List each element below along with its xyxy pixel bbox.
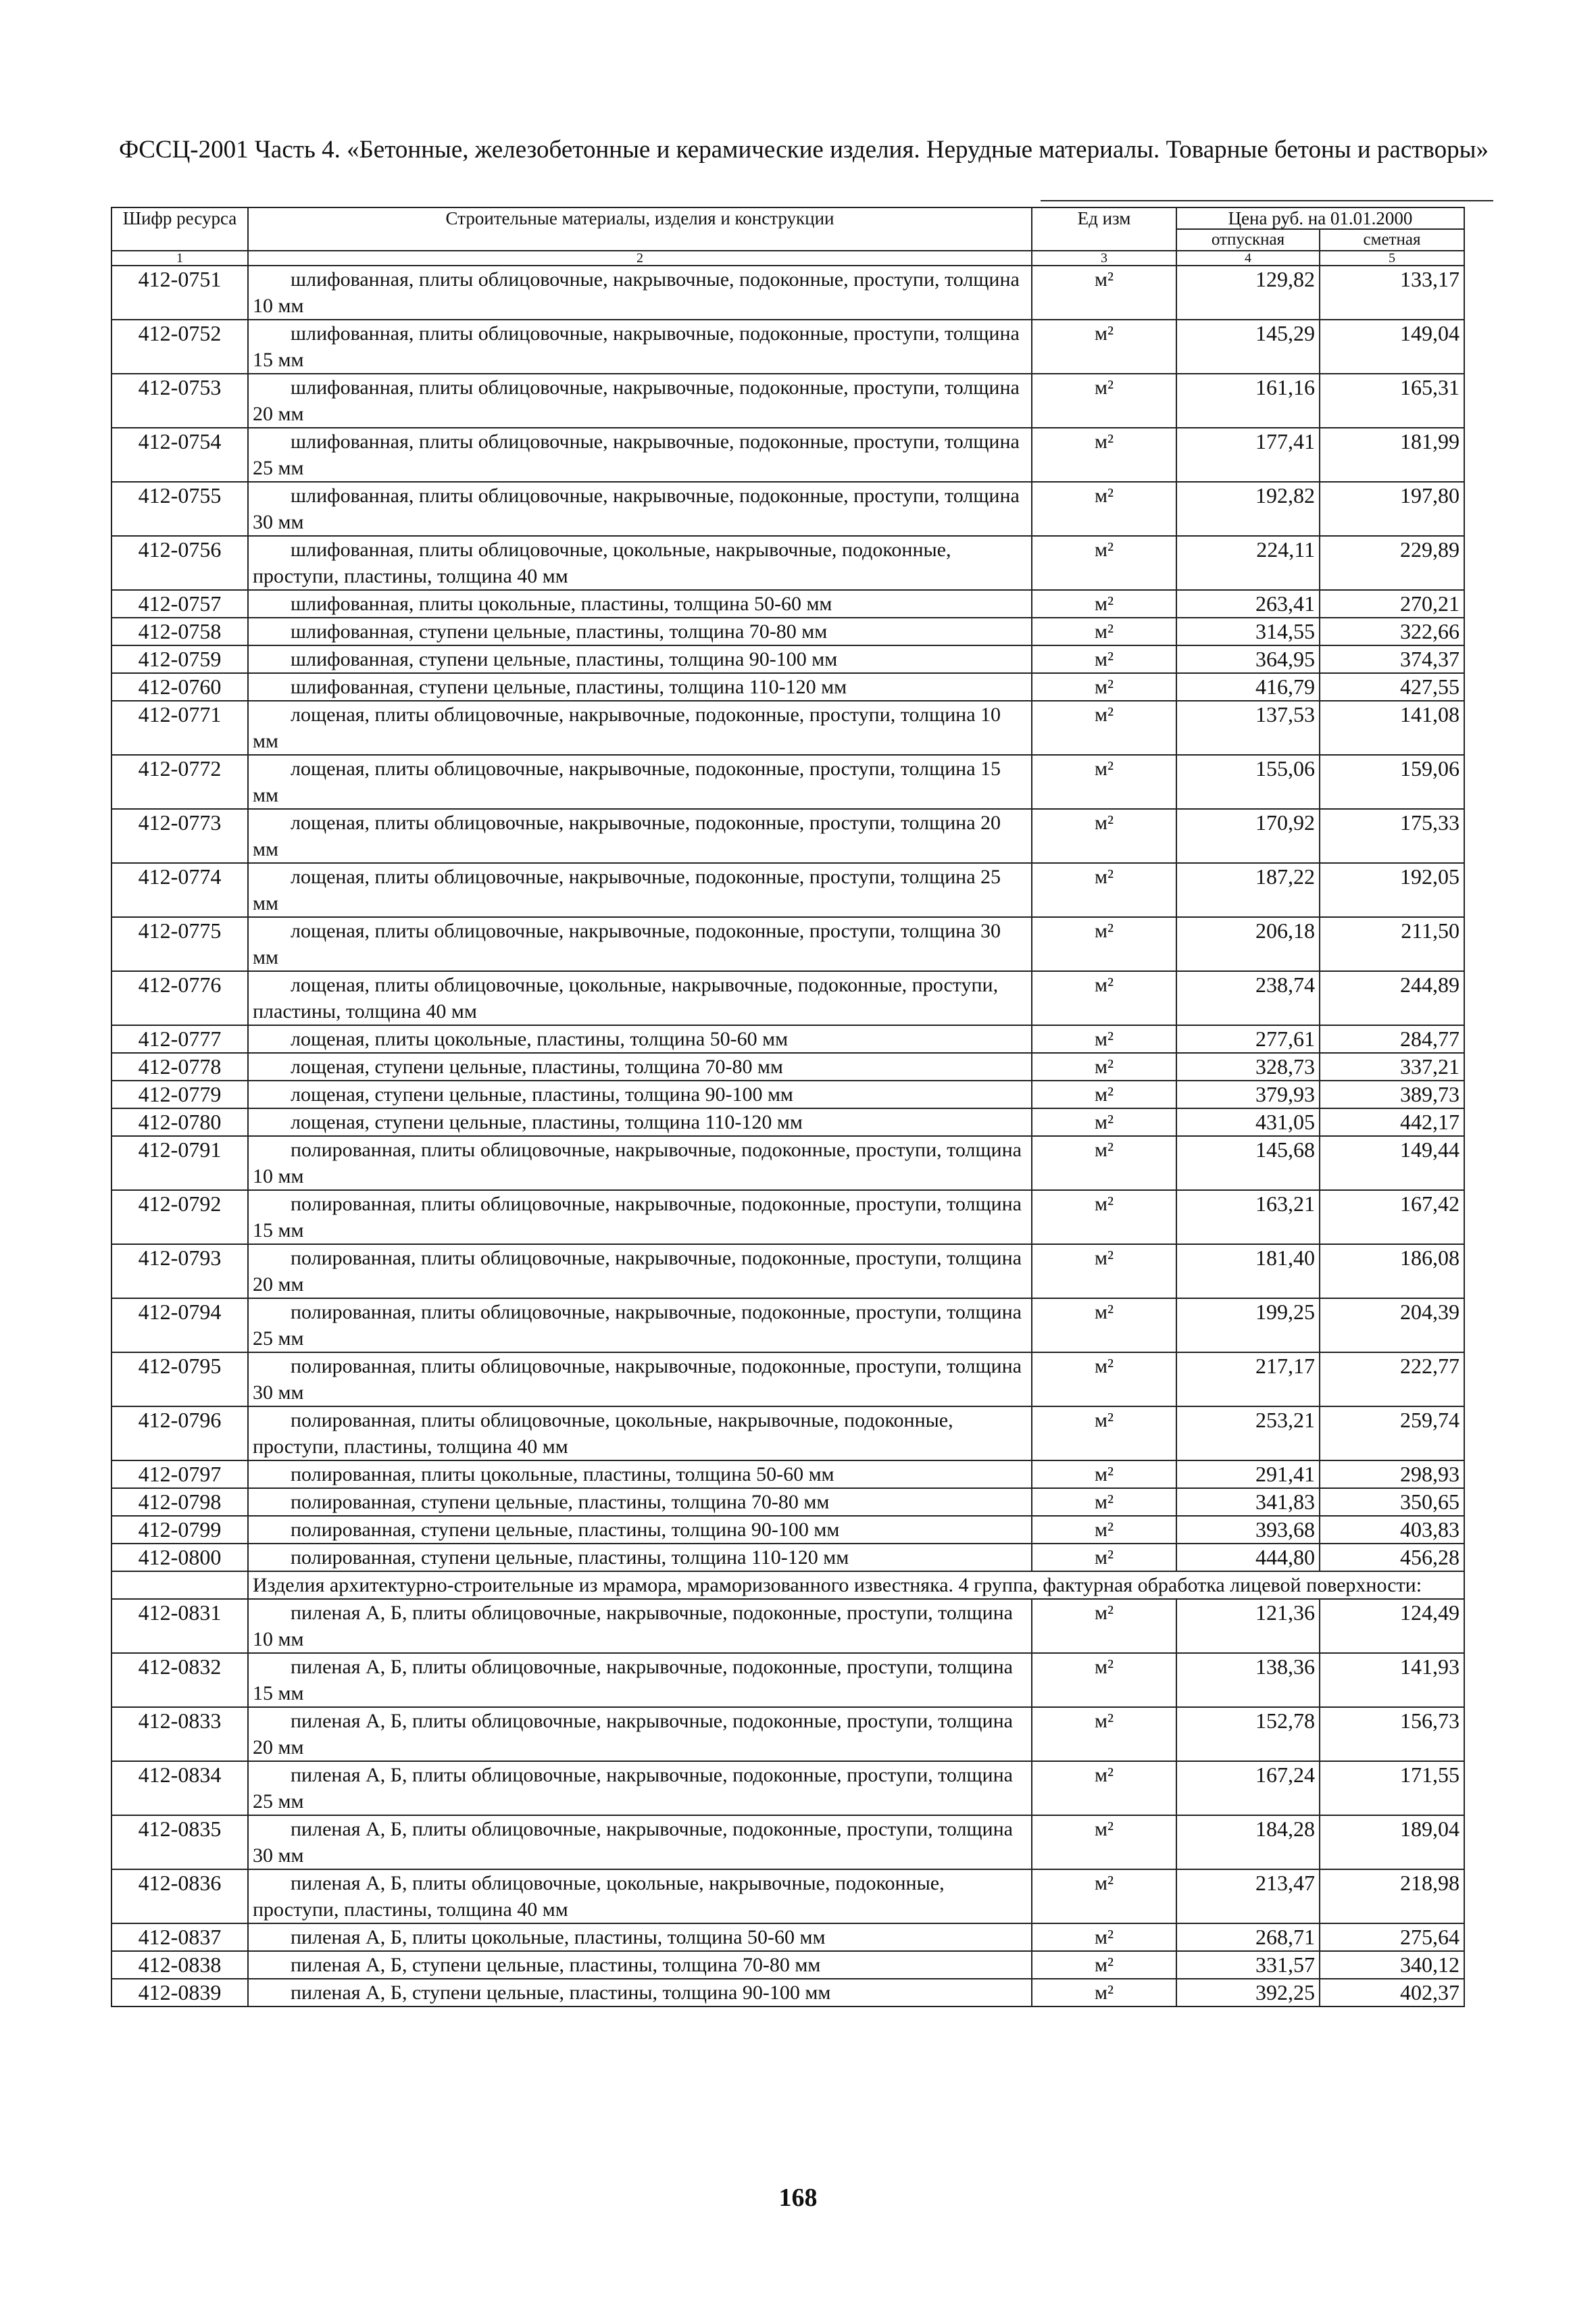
material-description [248,374,1032,428]
table-row [111,1406,1464,1460]
unit-of-measure: м² [1032,917,1176,971]
material-description-text: лощеная, плиты облицовочные, цокольные, накрывочные, подоконные, проступи, пластины, толщина 40 мм [253,974,999,1023]
price-estimate: 322,66 [1320,618,1464,645]
material-description-text: шлифованная, плиты цокольные, пластины, толщина 50-60 мм [291,593,832,615]
material-description [248,1108,1032,1136]
unit-of-measure: м² [1032,1025,1176,1053]
price-release: 170,92 [1176,809,1320,863]
material-description [248,428,1032,482]
unit-of-measure: м² [1032,1815,1176,1869]
col-number: 3 [1032,251,1176,266]
resource-code: 412-0778 [111,1053,248,1081]
table-row [111,1979,1464,2007]
price-release: 431,05 [1176,1108,1320,1136]
material-description [248,1244,1032,1298]
price-estimate: 275,64 [1320,1923,1464,1951]
col-number: 5 [1320,251,1464,266]
unit-of-measure: м² [1032,1516,1176,1544]
price-estimate: 189,04 [1320,1815,1464,1869]
resource-code: 412-0833 [111,1707,248,1761]
col-header-unit: Ед изм [1032,207,1176,251]
material-description [248,1053,1032,1081]
price-estimate: 229,89 [1320,536,1464,590]
material-description-text: пиленая А, Б, ступени цельные, пластины, толщина 90-100 мм [291,1981,831,2004]
price-estimate: 298,93 [1320,1460,1464,1488]
material-description [248,1599,1032,1653]
table-row [111,1244,1464,1298]
table-row [111,971,1464,1025]
material-description-text: шлифованная, плиты облицовочные, накрывочные, подоконные, проступи, толщина 20 мм [253,376,1020,425]
price-estimate: 192,05 [1320,863,1464,917]
price-estimate: 337,21 [1320,1053,1464,1081]
table-row [111,1869,1464,1923]
material-description-text: полированная, ступени цельные, пластины, толщина 70-80 мм [291,1491,830,1513]
unit-of-measure: м² [1032,1460,1176,1488]
unit-of-measure: м² [1032,1951,1176,1979]
material-description-text: пиленая А, Б, плиты облицовочные, накрывочные, подоконные, проступи, толщина 20 мм [253,1710,1013,1758]
price-release: 199,25 [1176,1298,1320,1352]
section-heading: Изделия архитектурно-строительные из мрамора, мраморизованного известняка. 4 группа, фактурная обработка лицевой поверхности: [248,1571,1464,1599]
price-release: 152,78 [1176,1707,1320,1761]
material-description [248,701,1032,755]
material-description-text: шлифованная, ступени цельные, пластины, толщина 110-120 мм [291,676,847,698]
resource-code: 412-0771 [111,701,248,755]
price-estimate: 149,04 [1320,320,1464,374]
price-release: 444,80 [1176,1544,1320,1571]
price-table [111,207,1465,2007]
material-description-text: шлифованная, плиты облицовочные, накрывочные, подоконные, проступи, толщина 10 мм [253,268,1020,317]
material-description-text: шлифованная, плиты облицовочные, цокольные, накрывочные, подоконные, проступи, пластины, толщина 40 мм [253,539,951,587]
resource-code: 412-0798 [111,1488,248,1516]
unit-of-measure: м² [1032,971,1176,1025]
page-number: 168 [778,2184,818,2212]
unit-of-measure: м² [1032,701,1176,755]
unit-of-measure: м² [1032,1244,1176,1298]
material-description-text: лощеная, плиты облицовочные, накрывочные, подоконные, проступи, толщина 15 мм [253,758,1001,806]
price-estimate: 181,99 [1320,428,1464,482]
material-description-text: лощеная, плиты облицовочные, накрывочные, подоконные, проступи, толщина 30 мм [253,920,1001,968]
material-description [248,1352,1032,1406]
price-release: 253,21 [1176,1406,1320,1460]
unit-of-measure: м² [1032,863,1176,917]
material-description [248,1488,1032,1516]
resource-code: 412-0831 [111,1599,248,1653]
price-release: 206,18 [1176,917,1320,971]
price-estimate: 427,55 [1320,673,1464,701]
price-release: 138,36 [1176,1653,1320,1707]
resource-code: 412-0836 [111,1869,248,1923]
price-release: 392,25 [1176,1979,1320,2007]
unit-of-measure: м² [1032,1190,1176,1244]
resource-code: 412-0796 [111,1406,248,1460]
price-estimate: 167,42 [1320,1190,1464,1244]
resource-code: 412-0775 [111,917,248,971]
material-description [248,266,1032,320]
resource-code: 412-0793 [111,1244,248,1298]
unit-of-measure: м² [1032,428,1176,482]
material-description [248,1653,1032,1707]
material-description [248,1707,1032,1761]
table-row [111,1460,1464,1488]
price-release: 121,36 [1176,1599,1320,1653]
material-description [248,971,1032,1025]
material-description [248,1923,1032,1951]
resource-code: 412-0757 [111,590,248,618]
resource-code: 412-0834 [111,1761,248,1815]
material-description [248,673,1032,701]
price-estimate: 149,44 [1320,1136,1464,1190]
price-release: 291,41 [1176,1460,1320,1488]
price-release: 416,79 [1176,673,1320,701]
resource-code: 412-0780 [111,1108,248,1136]
material-description-text: пиленая А, Б, плиты облицовочные, накрывочные, подоконные, проступи, толщина 10 мм [253,1602,1013,1650]
table-row [111,618,1464,645]
unit-of-measure: м² [1032,1298,1176,1352]
table-row [111,1298,1464,1352]
price-estimate: 389,73 [1320,1081,1464,1108]
resource-code: 412-0760 [111,673,248,701]
material-description-text: пиленая А, Б, плиты облицовочные, накрывочные, подоконные, проступи, толщина 15 мм [253,1656,1013,1704]
material-description-text: пиленая А, Б, плиты облицовочные, накрывочные, подоконные, проступи, толщина 25 мм [253,1764,1013,1813]
material-description-text: шлифованная, плиты облицовочные, накрывочные, подоконные, проступи, толщина 30 мм [253,485,1020,533]
price-estimate: 124,49 [1320,1599,1464,1653]
material-description [248,1460,1032,1488]
unit-of-measure: м² [1032,590,1176,618]
table-row [111,266,1464,320]
price-release: 177,41 [1176,428,1320,482]
price-estimate: 133,17 [1320,266,1464,320]
unit-of-measure: м² [1032,1081,1176,1108]
table-row [111,320,1464,374]
material-description [248,1951,1032,1979]
price-release: 145,29 [1176,320,1320,374]
unit-of-measure: м² [1032,1653,1176,1707]
price-estimate: 259,74 [1320,1406,1464,1460]
section-heading-row [111,1571,1464,1599]
resource-code: 412-0759 [111,645,248,673]
col-number: 4 [1176,251,1320,266]
price-release: 364,95 [1176,645,1320,673]
price-release: 224,11 [1176,536,1320,590]
price-release: 184,28 [1176,1815,1320,1869]
price-estimate: 171,55 [1320,1761,1464,1815]
resource-code: 412-0794 [111,1298,248,1352]
table-row [111,1951,1464,1979]
material-description-text: лощеная, ступени цельные, пластины, толщина 110-120 мм [291,1111,803,1133]
material-description-text: пиленая А, Б, плиты облицовочные, цокольные, накрывочные, подоконные, проступи, пластины, толщина 40 мм [253,1872,945,1921]
table-body [111,266,1464,2007]
table-row [111,1081,1464,1108]
material-description-text: лощеная, ступени цельные, пластины, толщина 90-100 мм [291,1083,793,1106]
resource-code: 412-0777 [111,1025,248,1053]
unit-of-measure: м² [1032,809,1176,863]
price-estimate: 402,37 [1320,1979,1464,2007]
price-estimate: 442,17 [1320,1108,1464,1136]
table-row [111,1516,1464,1544]
table-row [111,645,1464,673]
resource-code: 412-0755 [111,482,248,536]
material-description [248,645,1032,673]
price-estimate: 222,77 [1320,1352,1464,1406]
material-description [248,1081,1032,1108]
unit-of-measure: м² [1032,1136,1176,1190]
table-row [111,917,1464,971]
resource-code: 412-0773 [111,809,248,863]
col-number: 2 [248,251,1032,266]
material-description [248,1190,1032,1244]
material-description [248,1815,1032,1869]
unit-of-measure: м² [1032,645,1176,673]
table-row [111,374,1464,428]
resource-code: 412-0752 [111,320,248,374]
resource-code: 412-0799 [111,1516,248,1544]
price-estimate: 456,28 [1320,1544,1464,1571]
price-estimate: 156,73 [1320,1707,1464,1761]
price-release: 167,24 [1176,1761,1320,1815]
price-estimate: 340,12 [1320,1951,1464,1979]
col-header-price-release: отпускная [1176,229,1320,251]
price-estimate: 211,50 [1320,917,1464,971]
material-description [248,755,1032,809]
material-description [248,917,1032,971]
price-release: 341,83 [1176,1488,1320,1516]
price-release: 192,82 [1176,482,1320,536]
price-estimate: 186,08 [1320,1244,1464,1298]
col-header-price-group: Цена руб. на 01.01.2000 [1176,207,1464,229]
price-release: 213,47 [1176,1869,1320,1923]
price-release: 331,57 [1176,1951,1320,1979]
price-release: 217,17 [1176,1352,1320,1406]
resource-code: 412-0756 [111,536,248,590]
table-row [111,1488,1464,1516]
resource-code: 412-0772 [111,755,248,809]
material-description [248,590,1032,618]
resource-code: 412-0758 [111,618,248,645]
unit-of-measure: м² [1032,482,1176,536]
material-description [248,1544,1032,1571]
unit-of-measure: м² [1032,1406,1176,1460]
unit-of-measure: м² [1032,320,1176,374]
resource-code: 412-0774 [111,863,248,917]
table-row [111,1599,1464,1653]
material-description-text: пиленая А, Б, ступени цельные, пластины, толщина 70-80 мм [291,1954,821,1976]
material-description-text: лощеная, ступени цельные, пластины, толщина 70-80 мм [291,1056,783,1078]
price-release: 328,73 [1176,1053,1320,1081]
price-estimate: 141,08 [1320,701,1464,755]
unit-of-measure: м² [1032,1544,1176,1571]
material-description [248,1136,1032,1190]
price-release: 161,16 [1176,374,1320,428]
price-release: 137,53 [1176,701,1320,755]
material-description [248,809,1032,863]
table-row [111,1923,1464,1951]
table-row [111,482,1464,536]
resource-code: 412-0791 [111,1136,248,1190]
unit-of-measure: м² [1032,1707,1176,1761]
table-row [111,863,1464,917]
table-row [111,1108,1464,1136]
resource-code: 412-0832 [111,1653,248,1707]
material-description [248,618,1032,645]
unit-of-measure: м² [1032,755,1176,809]
resource-code: 412-0838 [111,1951,248,1979]
resource-code: 412-0779 [111,1081,248,1108]
page-title: ФССЦ-2001 Часть 4. «Бетонные, железобетонные и керамические изделия. Нерудные материалы. Товарные бетоны и растворы» [119,136,1489,164]
material-description-text: пиленая А, Б, плиты облицовочные, накрывочные, подоконные, проступи, толщина 30 мм [253,1818,1013,1867]
resource-code: 412-0797 [111,1460,248,1488]
unit-of-measure: м² [1032,266,1176,320]
resource-code: 412-0839 [111,1979,248,2007]
material-description-text: полированная, плиты облицовочные, цокольные, накрывочные, подоконные, проступи, пластины, толщина 40 мм [253,1409,953,1458]
unit-of-measure: м² [1032,1599,1176,1653]
price-release: 145,68 [1176,1136,1320,1190]
price-release: 263,41 [1176,590,1320,618]
price-release: 129,82 [1176,266,1320,320]
table-row [111,428,1464,482]
price-estimate: 374,37 [1320,645,1464,673]
unit-of-measure: м² [1032,1352,1176,1406]
material-description [248,863,1032,917]
unit-of-measure: м² [1032,618,1176,645]
resource-code: 412-0754 [111,428,248,482]
material-description-text: полированная, ступени цельные, пластины, толщина 110-120 мм [291,1546,849,1569]
resource-code: 412-0753 [111,374,248,428]
price-estimate: 244,89 [1320,971,1464,1025]
material-description [248,1869,1032,1923]
resource-code: 412-0795 [111,1352,248,1406]
price-estimate: 175,33 [1320,809,1464,863]
table-row [111,1025,1464,1053]
material-description-text: полированная, плиты облицовочные, накрывочные, подоконные, проступи, толщина 25 мм [253,1301,1022,1350]
material-description [248,1516,1032,1544]
material-description-text: шлифованная, ступени цельные, пластины, толщина 70-80 мм [291,620,828,643]
material-description [248,320,1032,374]
unit-of-measure: м² [1032,1923,1176,1951]
table-row [111,1707,1464,1761]
material-description [248,536,1032,590]
price-estimate: 141,93 [1320,1653,1464,1707]
material-description-text: полированная, плиты облицовочные, накрывочные, подоконные, проступи, толщина 20 мм [253,1247,1022,1296]
unit-of-measure: м² [1032,673,1176,701]
price-release: 181,40 [1176,1244,1320,1298]
material-description-text: полированная, плиты облицовочные, накрывочные, подоконные, проступи, толщина 30 мм [253,1355,1022,1404]
table-row [111,536,1464,590]
price-estimate: 284,77 [1320,1025,1464,1053]
price-release: 314,55 [1176,618,1320,645]
table-row [111,1761,1464,1815]
material-description-text: шлифованная, ступени цельные, пластины, толщина 90-100 мм [291,648,838,670]
resource-code: 412-0776 [111,971,248,1025]
table-header [111,207,1464,266]
table-row [111,1544,1464,1571]
price-estimate: 204,39 [1320,1298,1464,1352]
unit-of-measure: м² [1032,1761,1176,1815]
material-description-text: полированная, плиты облицовочные, накрывочные, подоконные, проступи, толщина 15 мм [253,1193,1022,1241]
material-description-text: шлифованная, плиты облицовочные, накрывочные, подоконные, проступи, толщина 15 мм [253,322,1020,371]
material-description [248,1025,1032,1053]
material-description [248,482,1032,536]
material-description [248,1298,1032,1352]
col-number: 1 [111,251,248,266]
price-release: 187,22 [1176,863,1320,917]
table-row [111,1352,1464,1406]
table-row [111,1653,1464,1707]
table-row [111,1136,1464,1190]
resource-code: 412-0751 [111,266,248,320]
table-row [111,1190,1464,1244]
price-estimate: 159,06 [1320,755,1464,809]
material-description-text: шлифованная, плиты облицовочные, накрывочные, подоконные, проступи, толщина 25 мм [253,430,1020,479]
col-header-name: Строительные материалы, изделия и конструкции [248,207,1032,251]
col-header-code: Шифр ресурса [111,207,248,251]
resource-code: 412-0800 [111,1544,248,1571]
unit-of-measure: м² [1032,1053,1176,1081]
resource-code: 412-0837 [111,1923,248,1951]
table-row [111,701,1464,755]
unit-of-measure: м² [1032,1869,1176,1923]
table-row [111,1053,1464,1081]
resource-code: 412-0835 [111,1815,248,1869]
material-description-text: полированная, плиты цокольные, пластины, толщина 50-60 мм [291,1463,834,1485]
table-row [111,673,1464,701]
unit-of-measure: м² [1032,1979,1176,2007]
price-estimate: 197,80 [1320,482,1464,536]
unit-of-measure: м² [1032,536,1176,590]
price-estimate: 165,31 [1320,374,1464,428]
title-rule [1041,200,1493,201]
material-description [248,1406,1032,1460]
price-release: 277,61 [1176,1025,1320,1053]
unit-of-measure: м² [1032,1108,1176,1136]
material-description-text: лощеная, плиты облицовочные, накрывочные, подоконные, проступи, толщина 10 мм [253,704,1001,752]
empty-cell [111,1571,248,1599]
table-row [111,590,1464,618]
price-release: 268,71 [1176,1923,1320,1951]
table-row [111,755,1464,809]
price-release: 163,21 [1176,1190,1320,1244]
unit-of-measure: м² [1032,1488,1176,1516]
table-row [111,809,1464,863]
material-description [248,1979,1032,2007]
price-estimate: 403,83 [1320,1516,1464,1544]
material-description [248,1761,1032,1815]
unit-of-measure: м² [1032,374,1176,428]
material-description-text: пиленая А, Б, плиты цокольные, пластины, толщина 50-60 мм [291,1926,826,1948]
material-description-text: лощеная, плиты цокольные, пластины, толщина 50-60 мм [291,1028,789,1050]
price-release: 155,06 [1176,755,1320,809]
price-estimate: 270,21 [1320,590,1464,618]
material-description-text: полированная, плиты облицовочные, накрывочные, подоконные, проступи, толщина 10 мм [253,1139,1022,1187]
table-row [111,1815,1464,1869]
col-header-price-estimate: сметная [1320,229,1464,251]
price-release: 238,74 [1176,971,1320,1025]
price-estimate: 350,65 [1320,1488,1464,1516]
material-description-text: лощеная, плиты облицовочные, накрывочные, подоконные, проступи, толщина 25 мм [253,866,1001,914]
material-description-text: полированная, ступени цельные, пластины, толщина 90-100 мм [291,1519,840,1541]
resource-code: 412-0792 [111,1190,248,1244]
price-release: 379,93 [1176,1081,1320,1108]
price-release: 393,68 [1176,1516,1320,1544]
material-description-text: лощеная, плиты облицовочные, накрывочные, подоконные, проступи, толщина 20 мм [253,812,1001,860]
price-estimate: 218,98 [1320,1869,1464,1923]
